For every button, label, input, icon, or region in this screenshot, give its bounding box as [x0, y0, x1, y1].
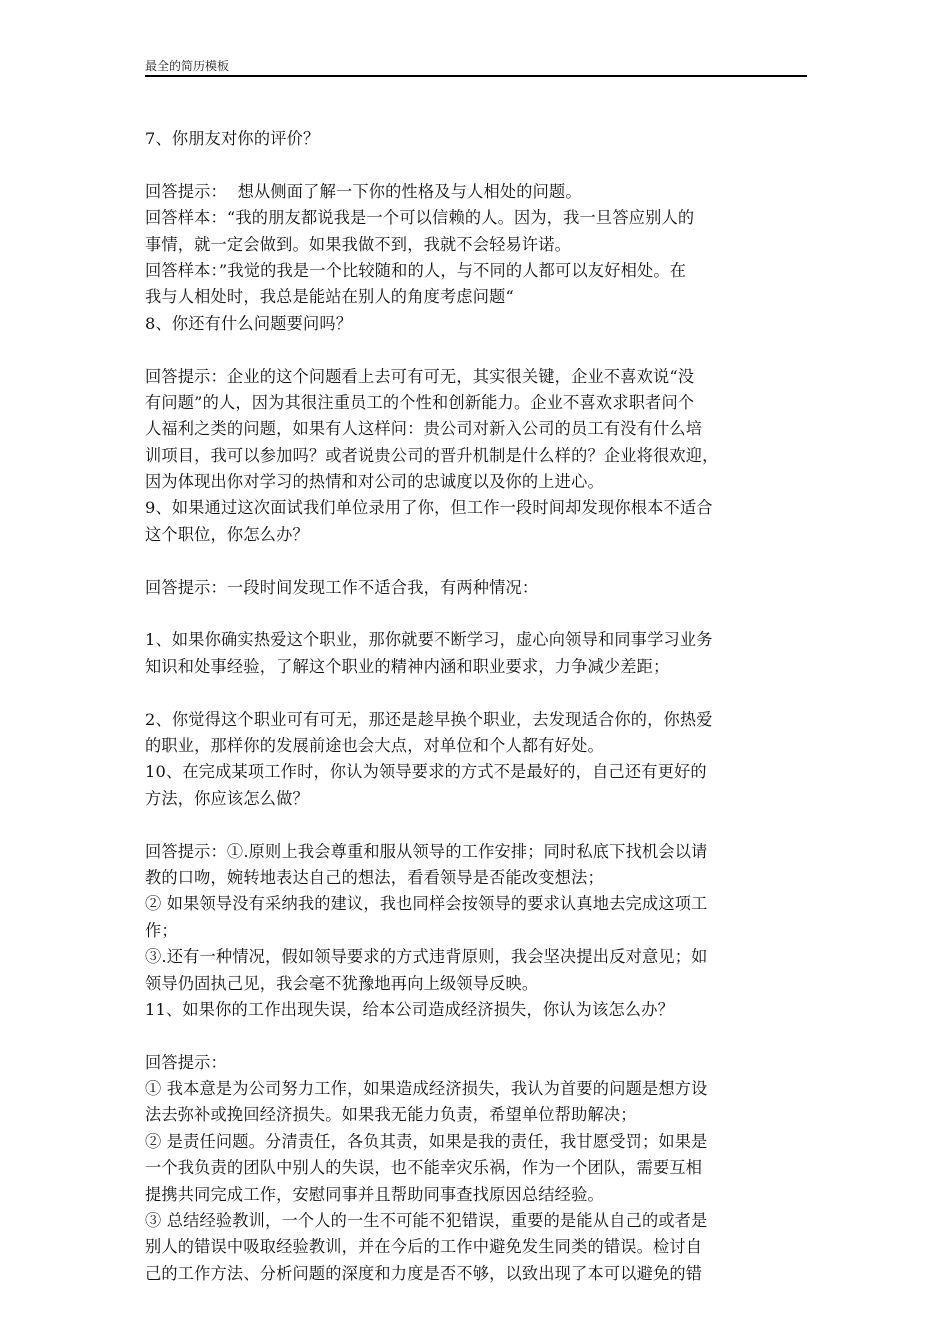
text-line: 回答样本：”我觉的我是一个比较随和的人，与不同的人都可以友好相处。在 [145, 260, 687, 280]
text-line: 7、你朋友对你的评价？ [145, 129, 320, 148]
document-body [145, 126, 809, 1287]
blank-line [145, 812, 809, 838]
text-line: 1、如果你确实热爱这个职业，那你就要不断学习，虚心向领导和同事学习业务 [145, 630, 713, 650]
header-title: 最全的简历模板 [145, 59, 230, 73]
text-line: 一个我负责的团队中别人的失误，也不能幸灾乐祸，作为一个团队，需要互相 [145, 1158, 703, 1178]
text-line: 人福利之类的问题，如果有人这样问：贵公司对新入公司的员工有没有什么培 [145, 419, 703, 439]
text-line: ③.还有一种情况，假如领导要求的方式违背原则，我会坚决提出反对意见；如 [145, 947, 708, 967]
text-line: 作； [145, 920, 178, 940]
text-line: 回答样本：“我的朋友都说我是一个可以信赖的人。因为，我一旦答应别人的 [145, 208, 695, 228]
text-line: 法去弥补或挽回经济损失。如果我无能力负责，希望单位帮助解决； [145, 1105, 637, 1125]
text-line: 提携共同完成工作，安慰同事并且帮助同事查找原因总结经验。 [145, 1184, 604, 1204]
text-line: 知识和处事经验，了解这个职业的精神内涵和职业要求，力争减少差距； [145, 656, 670, 676]
text-line: 回答提示：企业的这个问题看上去可有可无，其实很关键，企业不喜欢说“没 [145, 366, 695, 386]
text-line: ③ 总结经验教训，一个人的一生不可能不犯错误，重要的是能从自己的或者是 [145, 1211, 708, 1231]
blank-line [145, 337, 809, 363]
blank-line [145, 548, 809, 574]
text-line: 因为体现出你对学习的热情和对公司的忠诚度以及你的上进心。 [145, 472, 604, 492]
text-line: 回答提示：①.原则上我会尊重和服从领导的工作安排；同时私底下找机会以请 [145, 841, 708, 861]
blank-line [145, 601, 809, 627]
text-line: 回答提示： 想从侧面了解一下你的性格及与人相处的问题。 [145, 181, 582, 201]
text-line: 10、在完成某项工作时，你认为领导要求的方式不是最好的，自己还有更好的 [145, 762, 707, 782]
text-line: 教的口吻，婉转地表达自己的想法，看看领导是否能改变想法； [145, 867, 604, 887]
page-header [145, 58, 807, 77]
text-line: 别人的错误中吸取经验教训，并在今后的工作中避免发生同类的错误。检讨自 [145, 1237, 703, 1257]
text-line: ② 是责任问题。分清责任，各负其责，如果是我的责任，我甘愿受罚；如果是 [145, 1131, 708, 1151]
text-line: 的职业，那样你的发展前途也会大点，对单位和个人都有好处。 [145, 735, 604, 755]
text-line: 有问题”的人，因为其很注重员工的个性和创新能力。企业不喜欢求职者问个 [145, 392, 695, 412]
text-line: 回答提示： [145, 1052, 227, 1072]
text-line: ② 如果领导没有采纳我的建议，我也同样会按领导的要求认真地去完成这项工 [145, 894, 708, 914]
text-line: 回答提示：一段时间发现工作不适合我，有两种情况： [145, 577, 539, 597]
blank-line [145, 680, 809, 706]
text-line: 2、你觉得这个职业可有可无，那还是趁早换个职业，去发现适合你的，你热爱 [145, 709, 713, 729]
text-line: 8、你还有什么问题要问吗？ [145, 313, 353, 333]
text-line: 方法，你应该怎么做？ [145, 788, 309, 808]
blank-line [145, 1023, 809, 1049]
text-line: 领导仍固执己见，我会毫不犹豫地再向上级领导反映。 [145, 973, 539, 993]
text-line: 事情，就一定会做到。如果我做不到，我就不会轻易许诺。 [145, 234, 572, 254]
text-line: 我与人相处时，我总是能站在别人的角度考虑问题“ [145, 287, 514, 307]
text-line: 11、如果你的工作出现失误，给本公司造成经济损失，你认为该怎么办？ [145, 999, 675, 1019]
text-line: 这个职位，你怎么办？ [145, 524, 309, 544]
text-line: 训项目，我可以参加吗？或者说贵公司的晋升机制是什么样的？企业将很欢迎， [145, 445, 719, 465]
blank-line [145, 152, 809, 178]
text-line: 9、如果通过这次面试我们单位录用了你，但工作一段时间却发现你根本不适合 [145, 498, 713, 518]
text-line: 己的工作方法、分析问题的深度和力度是否不够，以致出现了本可以避免的错 [145, 1263, 703, 1283]
text-line: ① 我本意是为公司努力工作，如果造成经济损失，我认为首要的问题是想方设 [145, 1079, 708, 1099]
